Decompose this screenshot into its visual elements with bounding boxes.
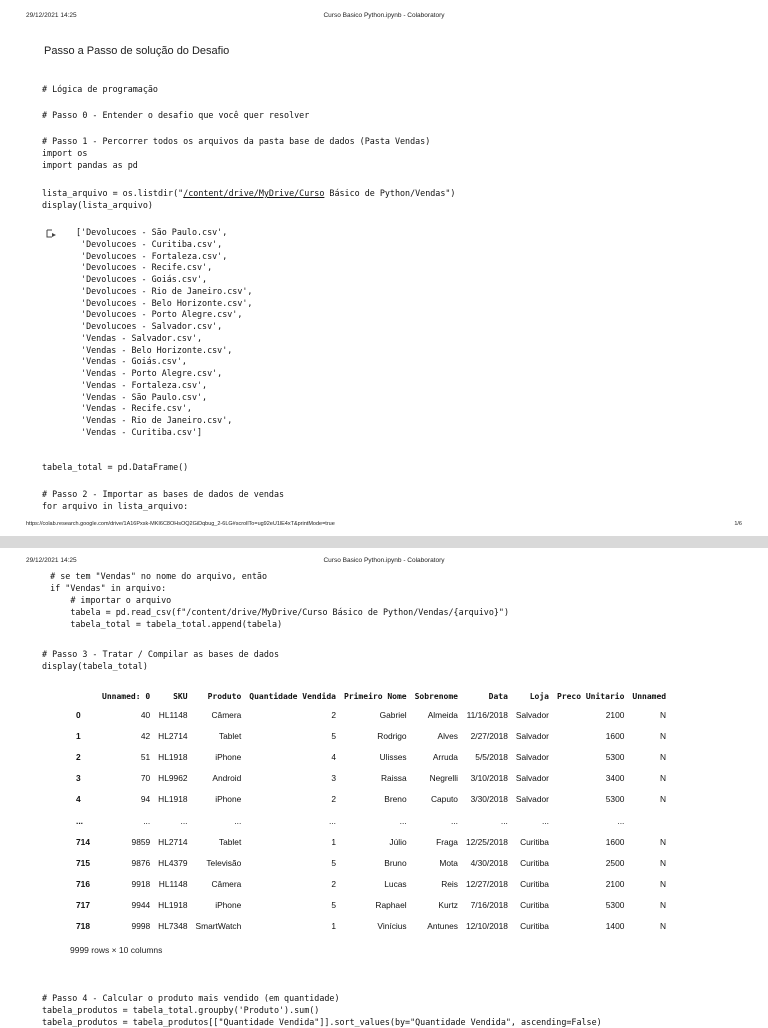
code-cell-step1: # Passo 1 - Percorrer todos os arquivos da pasta base de dados (Pasta Vendas) import os import pandas as pd bbox=[42, 136, 431, 170]
print-datetime: 29/12/2021 14:25 bbox=[26, 12, 77, 19]
row-index: 715 bbox=[76, 857, 90, 868]
table-cell: 4/30/2018 bbox=[470, 857, 508, 868]
table-cell: Salvador bbox=[515, 730, 549, 741]
table-cell: 3 bbox=[331, 773, 336, 784]
table-cell: Reis bbox=[441, 879, 458, 890]
table-cell: N bbox=[660, 709, 667, 720]
row-index: 714 bbox=[76, 836, 90, 847]
table-cell: 9944 bbox=[131, 900, 151, 911]
code-loop-body: # se tem "Vendas" no nome do arquivo, então if "Vendas" in arquivo: # importar o arquivo tabela = pd.read_csv(f"/content/drive/MyDrive/Curso Básico de Python/Vendas/{arquivo}") tabela_total = tabela_total.append(tabela) bbox=[50, 571, 510, 629]
table-cell: Salvador bbox=[515, 751, 549, 762]
table-cell: ... bbox=[500, 815, 508, 826]
column-header: Data bbox=[488, 691, 508, 701]
table-row bbox=[66, 895, 670, 916]
table-cell: N bbox=[660, 921, 667, 932]
dataframe-output bbox=[0, 685, 744, 945]
table-cell: 1400 bbox=[605, 921, 625, 932]
table-header-row bbox=[66, 688, 670, 704]
table-cell: Fraga bbox=[436, 836, 458, 847]
table-cell: 94 bbox=[140, 794, 151, 805]
table-cell: HL1918 bbox=[158, 900, 188, 911]
table-cell: 5300 bbox=[605, 900, 625, 911]
table-cell: Android bbox=[212, 773, 242, 784]
table-cell: HL1148 bbox=[158, 879, 188, 890]
table-cell: iPhone bbox=[215, 751, 242, 762]
table-cell: 5 bbox=[331, 730, 336, 741]
code-cell-step0: # Passo 0 - Entender o desafio que você quer resolver bbox=[42, 110, 310, 120]
table-cell: HL1148 bbox=[158, 709, 188, 720]
code-display-call: display(lista_arquivo) bbox=[42, 200, 153, 210]
table-cell: ... bbox=[617, 815, 625, 826]
table-cell: Curitiba bbox=[520, 857, 549, 868]
table-cell: Raphael bbox=[375, 900, 407, 911]
print-datetime-2: 29/12/2021 14:25 bbox=[26, 557, 77, 564]
table-cell bbox=[628, 810, 670, 831]
table-cell: 1 bbox=[331, 921, 336, 932]
table-cell: Negrelli bbox=[429, 773, 458, 784]
row-index: 0 bbox=[76, 709, 81, 720]
table-cell: Salvador bbox=[515, 773, 549, 784]
table-cell: 2100 bbox=[605, 709, 625, 720]
table-cell: N bbox=[660, 857, 667, 868]
listdir-suffix: Básico de Python/Vendas") bbox=[324, 188, 456, 198]
table-cell: 9876 bbox=[131, 857, 151, 868]
table-cell: 2 bbox=[331, 879, 336, 890]
column-header: Sobrenome bbox=[414, 691, 458, 701]
table-cell: ... bbox=[180, 815, 188, 826]
table-cell: 5300 bbox=[605, 751, 625, 762]
table-row bbox=[66, 916, 670, 937]
index-header bbox=[66, 688, 98, 704]
table-row bbox=[66, 746, 670, 767]
code-cell-step3: # Passo 3 - Tratar / Compilar as bases de dados display(tabela_total) bbox=[42, 649, 279, 671]
table-cell: Breno bbox=[384, 794, 407, 805]
page-number: 1/6 bbox=[734, 521, 742, 527]
table-cell: HL2714 bbox=[158, 836, 188, 847]
table-row bbox=[66, 852, 670, 873]
table-cell: 3400 bbox=[605, 773, 625, 784]
table-cell: ... bbox=[143, 815, 151, 826]
table-cell: N bbox=[660, 794, 667, 805]
table-cell: Bruno bbox=[384, 857, 407, 868]
code-cell-step4: # Passo 4 - Calcular o produto mais vendido (em quantidade) tabela_produtos = tabela_total.groupby('Produto').sum() tabela_produtos = tabela_produtos[["Quantidade Vendida"]].sort_values(by="Quantidade Vendida", ascending=False) bbox=[42, 993, 602, 1027]
code-cell-logic: # Lógica de programação bbox=[42, 84, 158, 94]
code-cell-step2: # Passo 2 - Importar as bases de dados de vendas for arquivo in lista_arquivo: bbox=[42, 489, 285, 511]
row-index: 2 bbox=[76, 751, 81, 762]
row-index: 4 bbox=[76, 794, 81, 805]
table-row bbox=[66, 768, 670, 789]
row-index: 718 bbox=[76, 921, 90, 932]
table-row bbox=[66, 874, 670, 895]
table-cell: Câmera bbox=[211, 709, 242, 720]
table-row bbox=[66, 810, 670, 831]
table-cell: 7/16/2018 bbox=[470, 900, 508, 911]
section-heading: Passo a Passo de solução do Desafio bbox=[44, 45, 230, 57]
table-cell: iPhone bbox=[215, 794, 242, 805]
table-cell: 42 bbox=[140, 730, 151, 741]
table-cell: HL1918 bbox=[158, 794, 188, 805]
table-cell: Salvador bbox=[515, 709, 549, 720]
table-cell: HL1918 bbox=[158, 751, 188, 762]
column-header: SKU bbox=[173, 691, 188, 701]
table-cell: 5 bbox=[331, 857, 336, 868]
table-cell: Lucas bbox=[384, 879, 407, 890]
table-cell: HL4379 bbox=[158, 857, 188, 868]
code-tabela-total: tabela_total = pd.DataFrame() bbox=[42, 462, 189, 472]
table-body bbox=[66, 704, 670, 937]
table-cell: 9859 bbox=[131, 836, 151, 847]
table-cell: 5300 bbox=[605, 794, 625, 805]
table-cell: 11/16/2018 bbox=[466, 709, 508, 720]
table-cell: Curitiba bbox=[520, 921, 549, 932]
table-cell: ... bbox=[450, 815, 458, 826]
table-cell: Almeida bbox=[427, 709, 458, 720]
table-cell: 3/10/2018 bbox=[470, 773, 508, 784]
row-index: ... bbox=[76, 815, 83, 826]
table-cell: Salvador bbox=[515, 794, 549, 805]
table-cell: 12/25/2018 bbox=[465, 836, 508, 847]
column-header: Produto bbox=[207, 691, 242, 701]
print-title: Curso Basico Python.ipynb - Colaboratory bbox=[323, 12, 445, 19]
table-cell: Curitiba bbox=[520, 879, 549, 890]
row-index: 1 bbox=[76, 730, 81, 741]
table-cell: Vinícius bbox=[377, 921, 407, 932]
table-cell: Ulisses bbox=[379, 751, 407, 762]
cell-output-list: ['Devolucoes - São Paulo.csv', 'Devolucoes - Curitiba.csv', 'Devolucoes - Fortaleza.csv', 'Devolucoes - Recife.csv', 'Devolucoes - Goiás.csv', 'Devolucoes - Rio de Janeiro.csv', 'Devolucoes - Belo Horizonte.csv', 'Devolucoes - Porto Alegre.csv', 'Devolucoes - Salvador.csv', 'Vendas - Salvador.csv', 'Vendas - Belo Horizonte.csv', 'Vendas - Goiás.csv', 'Vendas - Porto Alegre.csv', 'Vendas - Fortaleza.csv', 'Vendas - São Paulo.csv', 'Vendas - Recife.csv', 'Vendas - Rio de Janeiro.csv', 'Vendas - Curitiba.csv'] bbox=[76, 227, 253, 437]
table-cell: 1600 bbox=[605, 730, 625, 741]
table-cell: Júlio bbox=[389, 836, 407, 847]
table-cell: 2100 bbox=[605, 879, 625, 890]
table-cell: 12/10/2018 bbox=[465, 921, 508, 932]
table-cell: Televisão bbox=[206, 857, 242, 868]
table-cell: Kurtz bbox=[438, 900, 458, 911]
table-row bbox=[66, 704, 670, 725]
column-header: Primeiro Nome bbox=[343, 691, 407, 701]
table-cell: 1 bbox=[331, 836, 336, 847]
table-cell: HL9962 bbox=[158, 773, 188, 784]
table-cell: 40 bbox=[140, 709, 151, 720]
table-cell: Mota bbox=[439, 857, 458, 868]
table-cell: iPhone bbox=[215, 900, 242, 911]
code-cell-listdir bbox=[42, 187, 455, 199]
table-cell: ... bbox=[329, 815, 336, 826]
table-cell: SmartWatch bbox=[195, 921, 242, 932]
table-cell: N bbox=[660, 773, 667, 784]
row-index: 717 bbox=[76, 900, 90, 911]
table-cell: 1600 bbox=[605, 836, 625, 847]
column-header: Unnamed bbox=[632, 691, 667, 701]
table-cell: Tablet bbox=[218, 836, 242, 847]
table-cell: 2/27/2018 bbox=[470, 730, 508, 741]
table-cell: 70 bbox=[140, 773, 151, 784]
dataframe-summary: 9999 rows × 10 columns bbox=[70, 945, 163, 955]
column-header: Preco Unitario bbox=[556, 691, 625, 701]
column-header: Loja bbox=[529, 691, 549, 701]
table-cell: ... bbox=[541, 815, 549, 826]
table-cell: HL7348 bbox=[158, 921, 188, 932]
table-cell: Gabriel bbox=[379, 709, 407, 720]
table-cell: Curitiba bbox=[520, 900, 549, 911]
table-cell: 9998 bbox=[131, 921, 151, 932]
page-url: https://colab.research.google.com/drive/1A16Pxsk-MKI6C8OHsOQ2GiDqbug_2-6LG#scrollTo=ug92eU1lE4xT&printMode=true bbox=[26, 521, 335, 527]
table-cell: Caputo bbox=[430, 794, 458, 805]
listdir-prefix: lista_arquivo = os.listdir(" bbox=[42, 188, 184, 198]
dataframe-table bbox=[66, 688, 670, 937]
table-cell: Tablet bbox=[218, 730, 242, 741]
table-cell: 4 bbox=[331, 751, 336, 762]
row-index: 716 bbox=[76, 879, 90, 890]
drive-path-link[interactable]: /content/drive/MyDrive/Curso bbox=[183, 188, 325, 198]
table-cell: N bbox=[660, 900, 667, 911]
table-cell: Arruda bbox=[432, 751, 458, 762]
print-title-2: Curso Basico Python.ipynb - Colaboratory bbox=[323, 557, 445, 564]
output-arrow-icon bbox=[46, 229, 57, 239]
table-cell: 2 bbox=[331, 794, 336, 805]
table-cell: HL2714 bbox=[158, 730, 188, 741]
column-header: Quantidade Vendida bbox=[249, 691, 336, 701]
table-cell: N bbox=[660, 836, 667, 847]
table-cell: ... bbox=[234, 815, 242, 826]
table-cell: ... bbox=[399, 815, 407, 826]
table-cell: 3/30/2018 bbox=[470, 794, 508, 805]
table-row bbox=[66, 789, 670, 810]
column-header: Unnamed: 0 bbox=[102, 691, 151, 701]
page-separator bbox=[0, 536, 768, 548]
table-cell: 2500 bbox=[605, 857, 625, 868]
table-row bbox=[66, 725, 670, 746]
table-cell: 2 bbox=[331, 709, 336, 720]
table-cell: N bbox=[660, 751, 667, 762]
table-cell: Câmera bbox=[211, 879, 242, 890]
table-cell: 9918 bbox=[131, 879, 151, 890]
row-index: 3 bbox=[76, 773, 81, 784]
table-cell: 12/27/2018 bbox=[465, 879, 508, 890]
table-cell: Raissa bbox=[381, 773, 407, 784]
table-cell: Rodrigo bbox=[377, 730, 407, 741]
table-cell: Curitiba bbox=[520, 836, 549, 847]
table-cell: 51 bbox=[140, 751, 151, 762]
table-cell: 5/5/2018 bbox=[475, 751, 508, 762]
table-row bbox=[66, 831, 670, 852]
table-cell: N bbox=[660, 730, 667, 741]
table-cell: N bbox=[660, 879, 667, 890]
table-cell: Antunes bbox=[427, 921, 458, 932]
table-cell: Alves bbox=[437, 730, 458, 741]
table-cell: 5 bbox=[331, 900, 336, 911]
